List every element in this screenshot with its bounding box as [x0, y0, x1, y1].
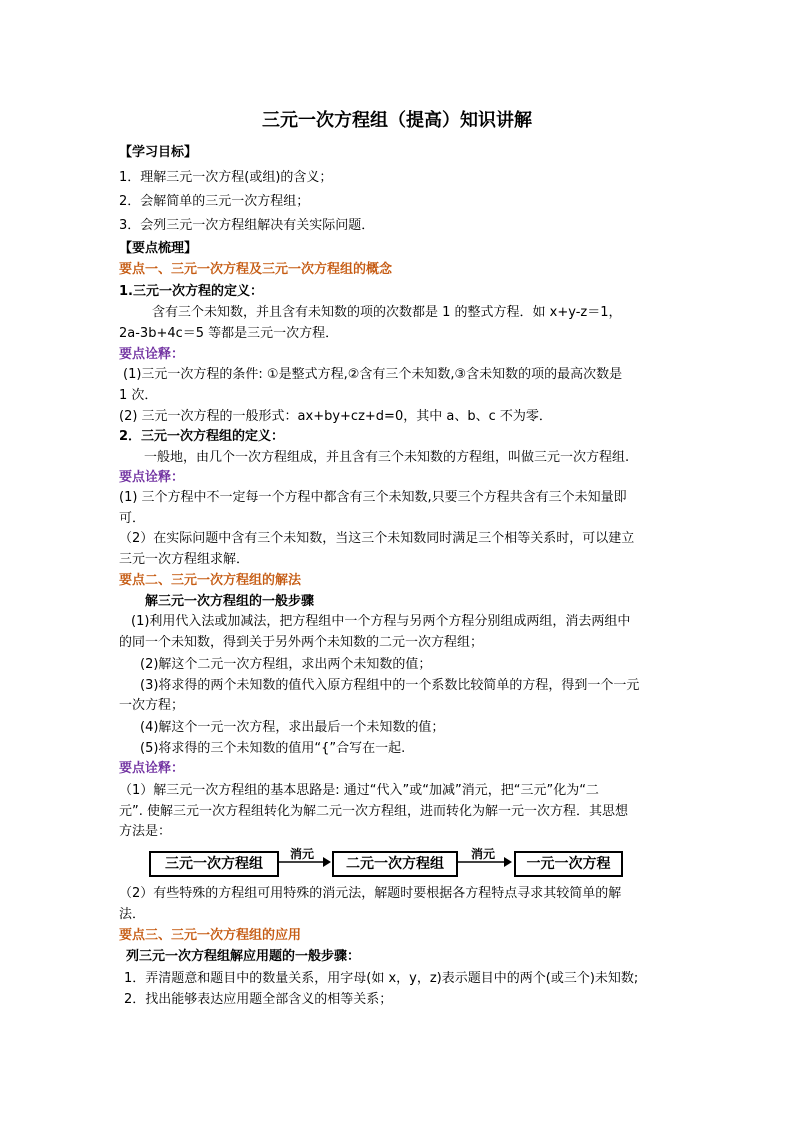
- flow-box-unary: 一元一次方程: [514, 851, 623, 877]
- note3-line: （2）有些特殊的方程组可用特殊的消元法，解题时要根据各方程特点寻求其较简单的解: [119, 886, 622, 901]
- section1-heading: 要点一、三元一次方程及三元一次方程组的概念: [119, 262, 393, 277]
- solve-step-line: 一次方程；: [119, 698, 185, 713]
- def1-line: 2a-3b+4c＝5 等都是三元一次方程．: [119, 326, 339, 341]
- flow-arrow-icon: [279, 855, 331, 869]
- note3-line: 元”. 使解三元一次方程组转化为解二元一次方程组，进而转化为解一元一次方程．其思想: [119, 804, 629, 819]
- def1-line: 含有三个未知数，并且含有未知数的项的次数都是 1 的整式方程．如 x+y-z＝1，: [152, 305, 622, 320]
- goal-item: 3．会列三元一次方程组解决有关实际问题．: [119, 218, 375, 233]
- flow-box-ternary: 三元一次方程组: [149, 851, 279, 877]
- solve-steps-heading: 解三元一次方程组的一般步骤: [145, 594, 315, 609]
- apply-step-line: 1．弄清题意和题目中的数量关系，用字母(如 x，y，z)表示题目中的两个(或三个)未知数;: [124, 971, 639, 986]
- flow-arrow-label: 消元: [290, 847, 315, 861]
- note2-line: （2）在实际问题中含有三个未知数，当这三个未知数同时满足三个相等关系时，可以建立: [119, 531, 635, 546]
- def2-line: 一般地，由几个一次方程组成，并且含有三个未知数的方程组，叫做三元一次方程组.: [144, 450, 630, 465]
- note2-line: (1) 三个方程中不一定每一个方程中都含有三个未知数,只要三个方程共含有三个未知量即: [119, 490, 627, 505]
- flow-box-binary: 二元一次方程组: [332, 851, 458, 877]
- solve-step-line: 的同一个未知数，得到关于另外两个未知数的二元一次方程组；: [119, 635, 484, 650]
- solve-step-line: (1)利用代入法或加减法，把方程组中一个方程与另两个方程分别组成两组，消去两组中: [131, 614, 631, 629]
- document-title: 三元一次方程组（提高）知识讲解: [262, 110, 532, 131]
- note2-line: 可．: [119, 511, 146, 526]
- solve-step-line: (5)将求得的三个未知数的值用“{”合写在一起.: [140, 741, 406, 756]
- def2-heading: 2．三元一次方程组的定义：: [119, 429, 285, 444]
- goals-heading: 【学习目标】: [119, 145, 198, 160]
- solve-step-line: (4)解这个一元一次方程，求出最后一个未知数的值；: [140, 720, 445, 735]
- note1-line: (1)三元一次方程的条件: ①是整式方程,②含有三个未知数,③含未知数的项的最高次数是: [123, 367, 623, 382]
- section3-heading: 要点三、三元一次方程组的应用: [119, 928, 302, 943]
- apply-steps-heading: 列三元一次方程组解应用题的一般步骤：: [126, 949, 361, 964]
- def1-heading: 1.三元一次方程的定义：: [119, 284, 263, 299]
- goal-item: 2．会解简单的三元一次方程组；: [119, 194, 310, 209]
- note1-line: 1 次．: [119, 388, 158, 403]
- goal-item: 1．理解三元一次方程(或组)的含义；: [119, 170, 333, 185]
- note1-heading: 要点诠释：: [119, 347, 185, 362]
- flow-arrow-label: 消元: [471, 847, 496, 861]
- note2-heading: 要点诠释：: [119, 470, 185, 485]
- note3-line: 方法是：: [119, 824, 172, 839]
- note3-line: （1）解三元一次方程组的基本思路是: 通过“代入”或“加减”消元，把“三元”化为“二: [119, 783, 599, 798]
- points-heading: 【要点梳理】: [119, 241, 198, 256]
- solve-step-line: (3)将求得的两个未知数的值代入原方程组中的一个系数比较简单的方程，得到一个一元: [140, 678, 640, 693]
- solve-step-line: (2)解这个二元一次方程组，求出两个未知数的值；: [140, 657, 432, 672]
- note3-heading: 要点诠释：: [119, 761, 185, 776]
- note3-line: 法．: [119, 907, 146, 922]
- flow-arrow-icon: [458, 855, 512, 869]
- apply-step-line: 2．找出能够表达应用题全部含义的相等关系；: [124, 992, 393, 1007]
- note2-line: 三元一次方程组求解．: [119, 552, 250, 567]
- section2-heading: 要点二、三元一次方程组的解法: [119, 573, 302, 588]
- note1-line: (2) 三元一次方程的一般形式：ax+by+cz+d=0，其中 a、b、c 不为零．: [119, 409, 552, 424]
